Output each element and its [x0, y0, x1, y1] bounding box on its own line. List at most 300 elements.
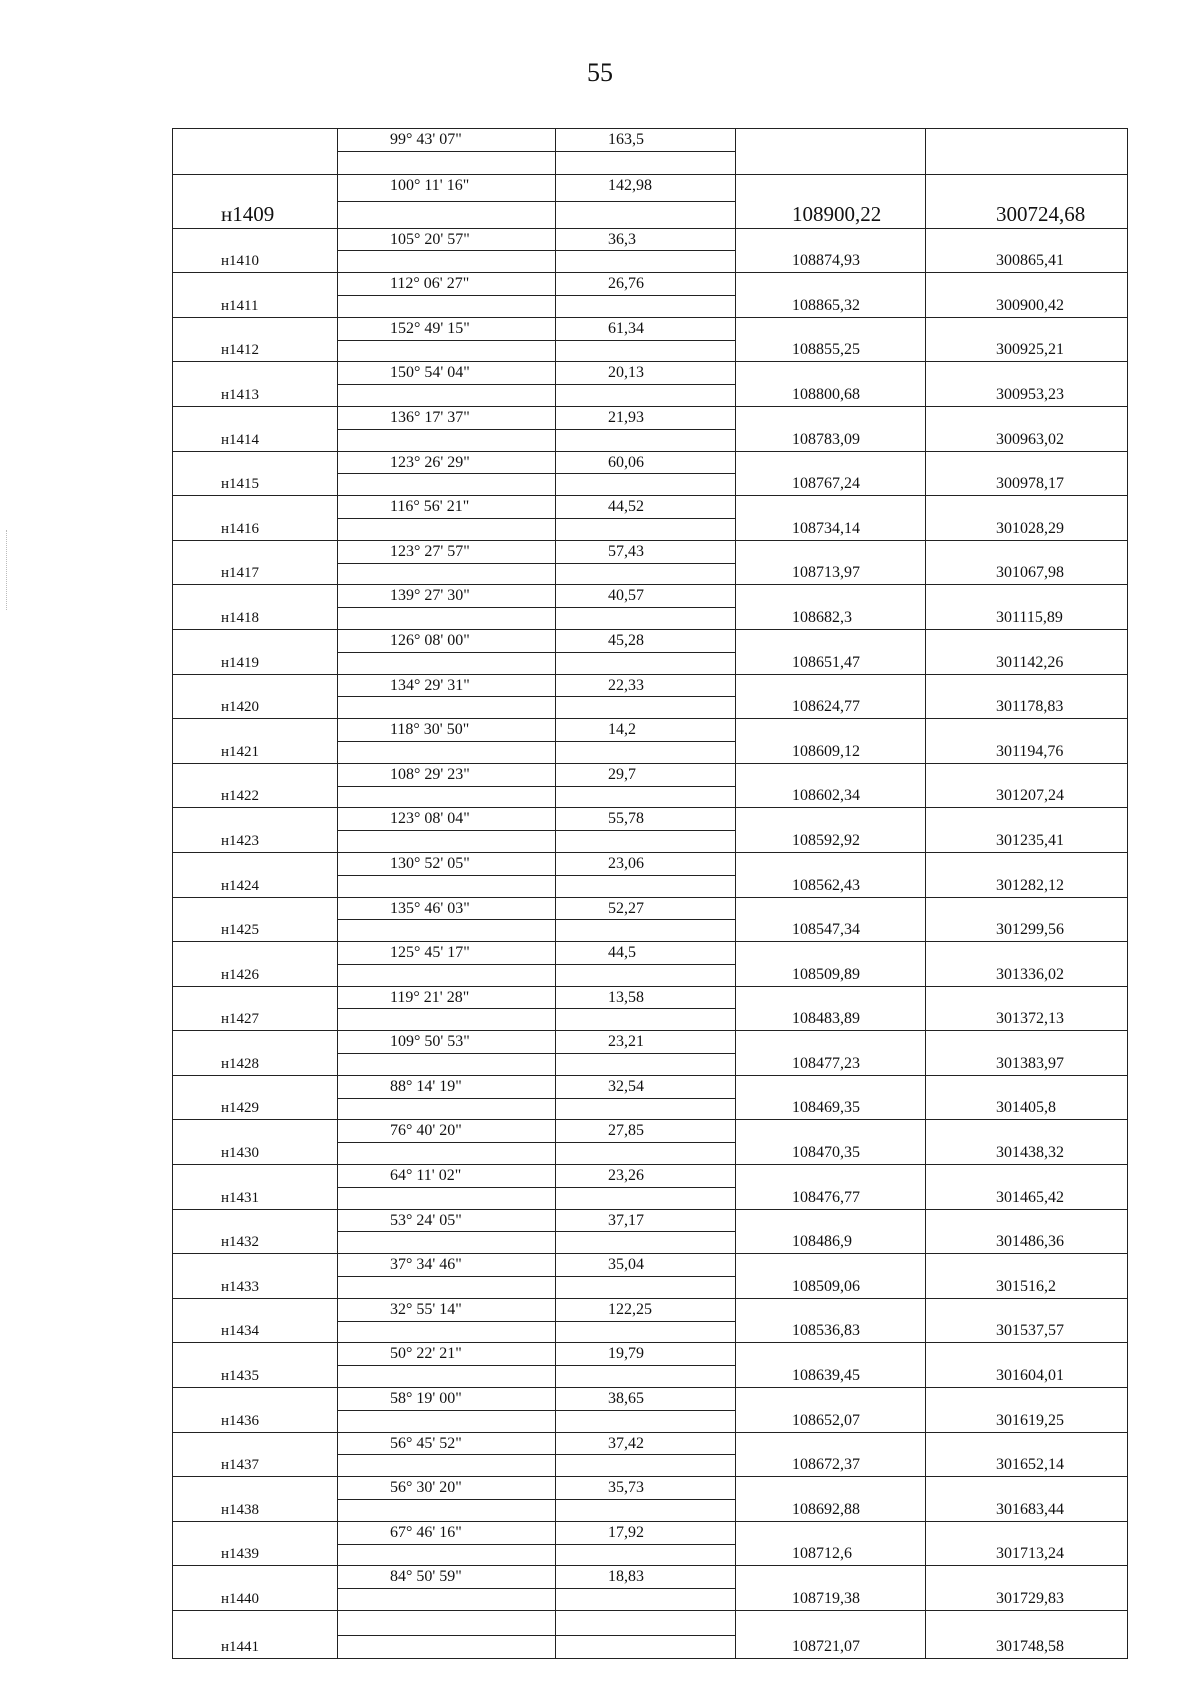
x-coordinate-cell — [735, 1165, 925, 1209]
x-coordinate-cell-text: 108767,24 — [792, 475, 860, 493]
y-coordinate-cell-text: 301486,36 — [996, 1233, 1064, 1251]
distance-cell-text: 61,34 — [608, 319, 644, 337]
angle-cell — [337, 1076, 555, 1120]
point-cell — [173, 229, 337, 273]
distance-cell-text: 27,85 — [608, 1122, 644, 1140]
y-coordinate-cell-text: 301207,24 — [996, 787, 1064, 805]
x-coordinate-cell-text: 108624,77 — [792, 698, 860, 716]
y-coordinate-cell-text: 301619,25 — [996, 1411, 1064, 1429]
angle-cell — [337, 1299, 555, 1343]
angle-cell-text: 67° 46' 16" — [390, 1523, 462, 1541]
distance-cell — [555, 541, 735, 585]
x-coordinate-cell — [735, 273, 925, 317]
table-row — [173, 986, 1127, 1031]
y-coordinate-cell-text: 301383,97 — [996, 1054, 1064, 1072]
distance-cell — [555, 496, 735, 540]
table-row — [173, 629, 1127, 674]
point-cell — [173, 175, 337, 228]
distance-cell — [555, 942, 735, 986]
x-coordinate-cell — [735, 129, 925, 174]
y-coordinate-cell-text: 301336,02 — [996, 965, 1064, 983]
angle-cell-text: 119° 21' 28" — [390, 988, 470, 1006]
point-cell-text: н1438 — [221, 1501, 260, 1518]
x-coordinate-cell-text: 108721,07 — [792, 1638, 860, 1655]
angle-cell — [337, 273, 555, 317]
x-coordinate-cell — [735, 675, 925, 719]
point-cell-text: н1411 — [221, 297, 259, 314]
distance-cell-text: 35,73 — [608, 1479, 644, 1497]
distance-cell — [555, 898, 735, 942]
distance-cell — [555, 452, 735, 496]
y-coordinate-cell-text: 301405,8 — [996, 1099, 1056, 1117]
y-coordinate-cell — [925, 273, 1127, 317]
distance-cell-text: 13,58 — [608, 988, 644, 1006]
x-coordinate-cell-text: 108469,35 — [792, 1099, 860, 1117]
point-cell — [173, 1611, 337, 1658]
distance-cell-text: 17,92 — [608, 1523, 644, 1541]
x-coordinate-cell — [735, 1388, 925, 1432]
angle-cell-text: 136° 17' 37" — [390, 408, 470, 426]
x-coordinate-cell — [735, 229, 925, 273]
table-row — [173, 174, 1127, 228]
table-row — [173, 1298, 1127, 1343]
angle-cell-text: 84° 50' 59" — [390, 1568, 462, 1586]
distance-cell-text: 35,04 — [608, 1256, 644, 1274]
distance-cell-text: 14,2 — [608, 721, 636, 739]
y-coordinate-cell — [925, 1611, 1127, 1658]
y-coordinate-cell-text: 301713,24 — [996, 1545, 1064, 1563]
point-cell — [173, 630, 337, 674]
distance-cell — [555, 1566, 735, 1610]
point-cell-text: н1431 — [221, 1189, 260, 1206]
x-coordinate-cell-text: 108476,77 — [792, 1188, 860, 1206]
x-coordinate-cell — [735, 1076, 925, 1120]
distance-cell-text: 52,27 — [608, 899, 644, 917]
angle-cell — [337, 764, 555, 808]
y-coordinate-cell-text: 300724,68 — [996, 201, 1086, 226]
angle-cell — [337, 987, 555, 1031]
x-coordinate-cell-text: 108651,47 — [792, 653, 860, 671]
point-cell-text: н1437 — [221, 1457, 260, 1474]
x-coordinate-cell-text: 108682,3 — [792, 608, 852, 626]
angle-cell — [337, 452, 555, 496]
angle-cell-text: 53° 24' 05" — [390, 1211, 462, 1229]
point-cell-text: н1412 — [221, 342, 260, 359]
angle-cell-text: 99° 43' 07" — [390, 131, 462, 148]
x-coordinate-cell — [735, 1210, 925, 1254]
y-coordinate-cell — [925, 808, 1127, 852]
angle-cell — [337, 1388, 555, 1432]
y-coordinate-cell-text: 300978,17 — [996, 475, 1064, 493]
point-cell — [173, 987, 337, 1031]
y-coordinate-cell — [925, 362, 1127, 406]
point-cell-text: н1427 — [221, 1011, 260, 1028]
distance-cell — [555, 1031, 735, 1075]
y-coordinate-cell — [925, 452, 1127, 496]
table-row — [173, 1342, 1127, 1387]
distance-cell-text: 55,78 — [608, 810, 644, 828]
x-coordinate-cell — [735, 407, 925, 451]
angle-cell — [337, 630, 555, 674]
y-coordinate-cell-text: 300900,42 — [996, 296, 1064, 314]
angle-cell-text: 126° 08' 00" — [390, 631, 470, 649]
distance-cell-text: 142,98 — [608, 176, 652, 194]
table-row — [173, 1119, 1127, 1164]
x-coordinate-cell — [735, 898, 925, 942]
x-coordinate-cell — [735, 1477, 925, 1521]
table-row — [173, 1075, 1127, 1120]
distance-cell-text: 37,42 — [608, 1434, 644, 1452]
y-coordinate-cell — [925, 175, 1127, 228]
x-coordinate-cell — [735, 987, 925, 1031]
y-coordinate-cell — [925, 853, 1127, 897]
y-coordinate-cell — [925, 407, 1127, 451]
y-coordinate-cell — [925, 496, 1127, 540]
distance-cell-text: 40,57 — [608, 587, 644, 605]
y-coordinate-cell — [925, 630, 1127, 674]
distance-cell-text: 38,65 — [608, 1390, 644, 1408]
point-cell-text: н1432 — [221, 1234, 260, 1251]
y-coordinate-cell-text: 300963,02 — [996, 430, 1064, 448]
x-coordinate-cell — [735, 318, 925, 362]
distance-cell — [555, 273, 735, 317]
angle-cell — [337, 1210, 555, 1254]
x-coordinate-cell-text: 108692,88 — [792, 1500, 860, 1518]
distance-cell-text: 20,13 — [608, 364, 644, 382]
distance-cell — [555, 1299, 735, 1343]
x-coordinate-cell — [735, 1433, 925, 1477]
y-coordinate-cell — [925, 1076, 1127, 1120]
distance-cell — [555, 764, 735, 808]
x-coordinate-cell-text: 108734,14 — [792, 519, 860, 537]
angle-cell-text: 88° 14' 19" — [390, 1077, 462, 1095]
angle-cell-text: 108° 29' 23" — [390, 765, 470, 783]
distance-cell — [555, 808, 735, 852]
angle-cell — [337, 1343, 555, 1387]
distance-cell-text: 60,06 — [608, 453, 644, 471]
table-row — [173, 852, 1127, 897]
angle-cell-text: 56° 45' 52" — [390, 1434, 462, 1452]
x-coordinate-cell-text: 108483,89 — [792, 1010, 860, 1028]
distance-cell-text: 26,76 — [608, 275, 644, 293]
angle-cell — [337, 175, 555, 228]
y-coordinate-cell-text: 301652,14 — [996, 1456, 1064, 1474]
x-coordinate-cell — [735, 452, 925, 496]
y-coordinate-cell — [925, 1254, 1127, 1298]
distance-cell — [555, 853, 735, 897]
distance-cell-text: 23,06 — [608, 854, 644, 872]
angle-cell — [337, 1522, 555, 1566]
table-row — [173, 495, 1127, 540]
angle-cell-text: 58° 19' 00" — [390, 1390, 462, 1408]
x-coordinate-cell-text: 108900,22 — [792, 201, 882, 226]
point-cell — [173, 129, 337, 174]
point-cell — [173, 273, 337, 317]
x-coordinate-cell — [735, 362, 925, 406]
distance-cell — [555, 630, 735, 674]
y-coordinate-cell — [925, 1566, 1127, 1610]
point-cell — [173, 719, 337, 763]
y-coordinate-cell — [925, 229, 1127, 273]
point-cell-text: н1439 — [221, 1546, 260, 1563]
table-row — [173, 1432, 1127, 1477]
point-cell-text: н1409 — [221, 201, 275, 226]
distance-cell-text: 57,43 — [608, 542, 644, 560]
distance-cell — [555, 1210, 735, 1254]
x-coordinate-cell-text: 108712,6 — [792, 1545, 852, 1563]
table-row — [173, 1030, 1127, 1075]
y-coordinate-cell-text: 301299,56 — [996, 921, 1064, 939]
angle-cell-text: 123° 08' 04" — [390, 810, 470, 828]
y-coordinate-cell-text: 300925,21 — [996, 341, 1064, 359]
point-cell — [173, 675, 337, 719]
y-coordinate-cell-text: 300953,23 — [996, 385, 1064, 403]
point-cell-text: н1425 — [221, 922, 260, 939]
angle-cell-text: 100° 11' 16" — [390, 176, 470, 194]
distance-cell — [555, 1522, 735, 1566]
point-cell — [173, 1210, 337, 1254]
angle-cell — [337, 585, 555, 629]
point-cell-text: н1435 — [221, 1368, 260, 1385]
point-cell — [173, 1343, 337, 1387]
y-coordinate-cell — [925, 129, 1127, 174]
page-number: 55 — [587, 58, 613, 87]
point-cell-text: н1418 — [221, 609, 260, 626]
point-cell — [173, 1031, 337, 1075]
angle-cell — [337, 1611, 555, 1658]
x-coordinate-cell-text: 108509,06 — [792, 1277, 860, 1295]
point-cell — [173, 1433, 337, 1477]
y-coordinate-cell-text: 301729,83 — [996, 1590, 1064, 1607]
x-coordinate-cell — [735, 1611, 925, 1658]
x-coordinate-cell — [735, 719, 925, 763]
distance-cell — [555, 719, 735, 763]
x-coordinate-cell — [735, 808, 925, 852]
angle-cell — [337, 1566, 555, 1610]
angle-cell-text: 135° 46' 03" — [390, 899, 470, 917]
x-coordinate-cell — [735, 1522, 925, 1566]
y-coordinate-cell-text: 301748,58 — [996, 1638, 1064, 1655]
distance-cell-text: 19,79 — [608, 1345, 644, 1363]
point-cell — [173, 1076, 337, 1120]
angle-cell — [337, 496, 555, 540]
y-coordinate-cell-text: 301683,44 — [996, 1500, 1064, 1518]
point-cell — [173, 1522, 337, 1566]
angle-cell-text: 134° 29' 31" — [390, 676, 470, 694]
table-row — [173, 540, 1127, 585]
table-row — [173, 272, 1127, 317]
distance-cell — [555, 407, 735, 451]
angle-cell — [337, 1477, 555, 1521]
x-coordinate-cell-text: 108672,37 — [792, 1456, 860, 1474]
table-row — [173, 1565, 1127, 1610]
x-coordinate-cell-text: 108783,09 — [792, 430, 860, 448]
point-cell — [173, 585, 337, 629]
point-cell-text: н1414 — [221, 431, 260, 448]
point-cell — [173, 1388, 337, 1432]
y-coordinate-cell-text: 301372,13 — [996, 1010, 1064, 1028]
distance-cell — [555, 318, 735, 362]
angle-cell — [337, 407, 555, 451]
point-cell — [173, 1299, 337, 1343]
table-row — [173, 1521, 1127, 1566]
distance-cell-text: 44,52 — [608, 498, 644, 516]
y-coordinate-cell — [925, 1120, 1127, 1164]
point-cell — [173, 808, 337, 852]
x-coordinate-cell-text: 108477,23 — [792, 1054, 860, 1072]
distance-cell-text: 21,93 — [608, 408, 644, 426]
angle-cell-text: 50° 22' 21" — [390, 1345, 462, 1363]
x-coordinate-cell-text: 108719,38 — [792, 1590, 860, 1607]
point-cell-text: н1430 — [221, 1145, 260, 1162]
distance-cell-text: 29,7 — [608, 765, 636, 783]
x-coordinate-cell — [735, 1343, 925, 1387]
x-coordinate-cell — [735, 175, 925, 228]
x-coordinate-cell — [735, 585, 925, 629]
table-row — [173, 897, 1127, 942]
angle-cell-text: 125° 45' 17" — [390, 944, 470, 962]
y-coordinate-cell-text: 301537,57 — [996, 1322, 1064, 1340]
table-row — [173, 1610, 1127, 1658]
point-cell-text: н1436 — [221, 1412, 260, 1429]
x-coordinate-cell-text: 108800,68 — [792, 385, 860, 403]
distance-cell — [555, 129, 735, 174]
x-coordinate-cell — [735, 630, 925, 674]
angle-cell — [337, 898, 555, 942]
distance-cell-text: 22,33 — [608, 676, 644, 694]
angle-cell — [337, 318, 555, 362]
x-coordinate-cell-text: 108592,92 — [792, 831, 860, 849]
angle-cell-text: 105° 20' 57" — [390, 230, 470, 248]
distance-cell — [555, 362, 735, 406]
angle-cell-text: 118° 30' 50" — [390, 721, 470, 739]
x-coordinate-cell-text: 108562,43 — [792, 876, 860, 894]
point-cell — [173, 1566, 337, 1610]
y-coordinate-cell-text: 301465,42 — [996, 1188, 1064, 1206]
table-row — [173, 1209, 1127, 1254]
point-cell — [173, 496, 337, 540]
y-coordinate-cell — [925, 1210, 1127, 1254]
x-coordinate-cell-text: 108639,45 — [792, 1367, 860, 1385]
angle-cell — [337, 942, 555, 986]
y-coordinate-cell — [925, 541, 1127, 585]
y-coordinate-cell-text: 301516,2 — [996, 1277, 1056, 1295]
angle-cell-text: 130° 52' 05" — [390, 854, 470, 872]
table-row — [173, 317, 1127, 362]
distance-cell — [555, 1120, 735, 1164]
distance-cell-text: 36,3 — [608, 230, 636, 248]
x-coordinate-cell — [735, 496, 925, 540]
angle-cell — [337, 719, 555, 763]
distance-cell-text: 45,28 — [608, 631, 644, 649]
distance-cell — [555, 1254, 735, 1298]
y-coordinate-cell-text: 301282,12 — [996, 876, 1064, 894]
y-coordinate-cell — [925, 1299, 1127, 1343]
point-cell — [173, 541, 337, 585]
table-row — [173, 674, 1127, 719]
distance-cell — [555, 987, 735, 1031]
angle-cell — [337, 808, 555, 852]
x-coordinate-cell — [735, 1566, 925, 1610]
y-coordinate-cell — [925, 1388, 1127, 1432]
angle-cell — [337, 1165, 555, 1209]
y-coordinate-cell-text: 301438,32 — [996, 1144, 1064, 1162]
x-coordinate-cell — [735, 1031, 925, 1075]
x-coordinate-cell — [735, 541, 925, 585]
x-coordinate-cell-text: 108547,34 — [792, 921, 860, 939]
x-coordinate-cell-text: 108652,07 — [792, 1411, 860, 1429]
y-coordinate-cell — [925, 1343, 1127, 1387]
angle-cell-text: 56° 30' 20" — [390, 1479, 462, 1497]
point-cell-text: н1428 — [221, 1055, 260, 1072]
angle-cell-text: 123° 26' 29" — [390, 453, 470, 471]
point-cell-text: н1416 — [221, 520, 260, 537]
y-coordinate-cell — [925, 585, 1127, 629]
distance-cell — [555, 1076, 735, 1120]
table-row — [173, 406, 1127, 451]
distance-cell-text: 122,25 — [608, 1300, 652, 1318]
point-cell — [173, 1165, 337, 1209]
point-cell-text: н1417 — [221, 565, 260, 582]
point-cell-text: н1440 — [221, 1591, 260, 1607]
x-coordinate-cell — [735, 764, 925, 808]
point-cell — [173, 853, 337, 897]
point-cell-text: н1420 — [221, 699, 260, 716]
y-coordinate-cell-text: 301028,29 — [996, 519, 1064, 537]
margin-mark — [6, 530, 13, 610]
angle-cell — [337, 1120, 555, 1164]
x-coordinate-cell-text: 108486,9 — [792, 1233, 852, 1251]
table-row — [173, 1387, 1127, 1432]
point-cell — [173, 407, 337, 451]
distance-cell-text: 23,26 — [608, 1167, 644, 1185]
point-cell-text: н1421 — [221, 743, 260, 760]
angle-cell-text: 64° 11' 02" — [390, 1167, 462, 1185]
distance-cell-text: 44,5 — [608, 944, 636, 962]
distance-cell — [555, 585, 735, 629]
table-row — [173, 584, 1127, 629]
table-row — [173, 1164, 1127, 1209]
point-cell-text: н1410 — [221, 253, 260, 270]
angle-cell — [337, 675, 555, 719]
x-coordinate-cell-text: 108865,32 — [792, 296, 860, 314]
y-coordinate-cell-text: 300865,41 — [996, 252, 1064, 270]
y-coordinate-cell-text: 301235,41 — [996, 831, 1064, 849]
angle-cell-text: 139° 27' 30" — [390, 587, 470, 605]
distance-cell — [555, 1165, 735, 1209]
x-coordinate-cell-text: 108713,97 — [792, 564, 860, 582]
distance-cell — [555, 175, 735, 228]
angle-cell — [337, 853, 555, 897]
y-coordinate-cell — [925, 898, 1127, 942]
distance-cell — [555, 1433, 735, 1477]
table-row — [173, 807, 1127, 852]
x-coordinate-cell-text: 108602,34 — [792, 787, 860, 805]
y-coordinate-cell — [925, 719, 1127, 763]
distance-cell-text: 37,17 — [608, 1211, 644, 1229]
point-cell — [173, 764, 337, 808]
point-cell — [173, 318, 337, 362]
y-coordinate-cell-text: 301604,01 — [996, 1367, 1064, 1385]
point-cell-text: н1422 — [221, 788, 260, 805]
point-cell — [173, 1254, 337, 1298]
y-coordinate-cell — [925, 1477, 1127, 1521]
angle-cell-text: 150° 54' 04" — [390, 364, 470, 382]
table-row — [173, 1253, 1127, 1298]
table-row — [173, 763, 1127, 808]
point-cell-text: н1424 — [221, 877, 260, 894]
angle-cell-text: 123° 27' 57" — [390, 542, 470, 560]
